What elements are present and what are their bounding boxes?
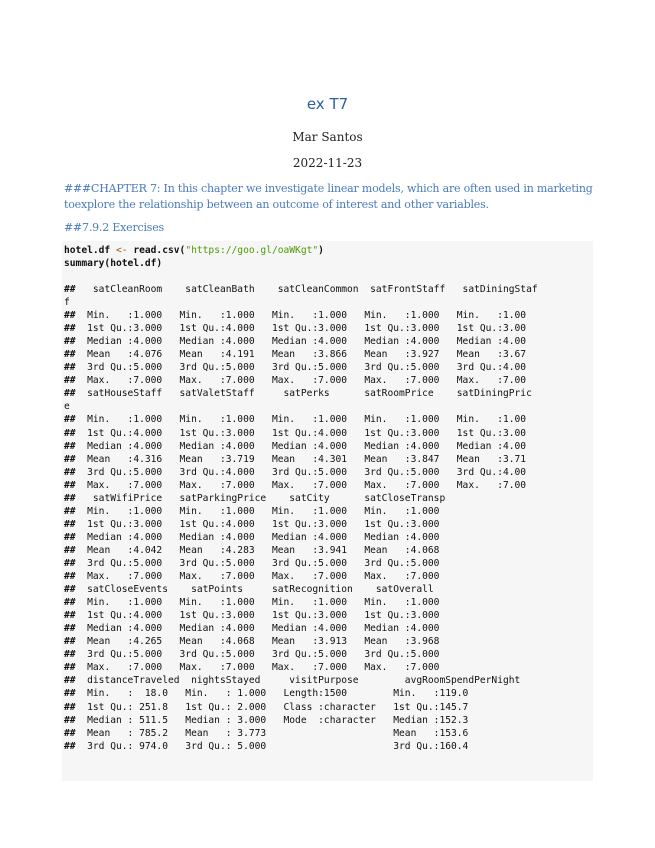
output-prefix: ## <box>64 453 76 465</box>
output-line <box>64 374 592 387</box>
output-prefix: ## <box>64 362 76 374</box>
output-prefix: ## <box>64 466 76 478</box>
output-line <box>64 583 592 596</box>
output-line <box>64 309 592 322</box>
output-prefix: ## <box>64 727 76 739</box>
output-prefix: ## <box>64 714 76 726</box>
output-line <box>64 440 592 453</box>
output-prefix: ## <box>64 479 76 491</box>
output-line <box>64 466 592 479</box>
output-prefix: ## <box>64 557 76 569</box>
output-text: Median : 511.5 Median : 3.000 Mode :character Median :152.3 <box>75 714 469 726</box>
output-line <box>64 596 592 609</box>
output-prefix: ## <box>64 414 76 426</box>
output-prefix: ## <box>64 571 76 583</box>
output-text: Max. :7.000 Max. :7.000 Max. :7.000 Max. :7.000 <box>75 571 440 583</box>
output-line <box>64 609 592 622</box>
output-text: 1st Qu.: 251.8 1st Qu.: 2.000 Class :character 1st Qu.:145.7 <box>75 701 469 713</box>
output-text: satCleanRoom satCleanBath satCleanCommon satFrontStaff satDiningStaf <box>75 284 538 295</box>
output-text: 3rd Qu.:5.000 3rd Qu.:5.000 3rd Qu.:5.000 3rd Qu.:5.000 <box>75 649 440 661</box>
chapter-paragraph: ###CHAPTER 7: In this chapter we investigate linear models, which are often used in marketing toexplore the relationship between an outcome of interest and other variables. <box>64 182 593 211</box>
output-text: Median :4.000 Median :4.000 Median :4.000 Median :4.000 Median :4.00 <box>75 336 527 348</box>
output-prefix: ## <box>64 505 76 517</box>
output-prefix: ## <box>64 675 76 687</box>
output-text: Max. :7.000 Max. :7.000 Max. :7.000 Max. :7.000 <box>75 662 440 674</box>
output-line <box>64 531 592 544</box>
summary-output <box>64 283 592 753</box>
output-text: distanceTraveled nightsStayed visitPurpose avgRoomSpendPerNight <box>75 675 521 687</box>
output-line <box>64 322 592 335</box>
output-prefix: ## <box>64 336 76 348</box>
output-line <box>64 727 592 740</box>
output-text: Min. :1.000 Min. :1.000 Min. :1.000 Min. :1.000 <box>75 505 440 517</box>
output-line <box>64 361 592 374</box>
output-line <box>64 348 592 361</box>
output-text: Mean :4.265 Mean :4.068 Mean :3.913 Mean :3.968 <box>75 636 440 648</box>
exercises-heading: ##7.9.2 Exercises <box>64 221 164 234</box>
output-text: Min. :1.000 Min. :1.000 Min. :1.000 Min. :1.000 <box>75 597 440 609</box>
output-prefix: ## <box>64 740 76 752</box>
output-line <box>64 283 592 296</box>
output-line <box>64 687 592 700</box>
output-text: 3rd Qu.:5.000 3rd Qu.:5.000 3rd Qu.:5.000 3rd Qu.:5.000 <box>75 557 440 569</box>
code-url-string: "https://goo.gl/oaWKgt" <box>185 245 319 256</box>
output-line <box>64 453 592 466</box>
output-line <box>64 714 592 727</box>
output-prefix: ## <box>64 649 76 661</box>
output-line <box>64 335 592 348</box>
output-prefix: ## <box>64 518 76 530</box>
code-variable: hotel.df <box>64 245 111 256</box>
output-line <box>64 492 592 505</box>
output-prefix: ## <box>64 544 76 556</box>
output-text: 1st Qu.:4.000 1st Qu.:3.000 1st Qu.:3.000 1st Qu.:3.000 <box>75 610 440 622</box>
document-date: 2022-11-23 <box>292 156 363 170</box>
output-prefix: ## <box>64 597 76 609</box>
output-text: Mean :4.316 Mean :3.719 Mean :4.301 Mean :3.847 Mean :3.71 <box>75 453 527 465</box>
output-text: 1st Qu.:4.000 1st Qu.:3.000 1st Qu.:4.000 1st Qu.:3.000 1st Qu.:3.00 <box>75 427 527 439</box>
output-text: Max. :7.000 Max. :7.000 Max. :7.000 Max. :7.000 Max. :7.00 <box>75 375 527 387</box>
output-text: satWifiPrice satParkingPrice satCity satCloseTransp <box>75 492 446 504</box>
output-text: Max. :7.000 Max. :7.000 Max. :7.000 Max. :7.000 Max. :7.00 <box>75 479 527 491</box>
output-line: e <box>64 401 70 413</box>
output-line <box>64 505 592 518</box>
output-prefix: ## <box>64 375 76 387</box>
output-text: Median :4.000 Median :4.000 Median :4.000 Median :4.000 <box>75 623 440 635</box>
output-prefix: ## <box>64 492 76 504</box>
output-prefix: ## <box>64 662 76 674</box>
output-text: Min. : 18.0 Min. : 1.000 Length:1500 Min. :119.0 <box>75 688 469 700</box>
output-text: Median :4.000 Median :4.000 Median :4.000 Median :4.000 <box>75 531 440 543</box>
output-text: satHouseStaff satValetStaff satPerks satRoomPrice satDiningPric <box>75 388 532 400</box>
output-line <box>64 557 592 570</box>
output-line: f <box>64 297 70 309</box>
output-text: 3rd Qu.:5.000 3rd Qu.:5.000 3rd Qu.:5.000 3rd Qu.:5.000 3rd Qu.:4.00 <box>75 362 527 374</box>
output-text: Mean :4.042 Mean :4.283 Mean :3.941 Mean :4.068 <box>75 544 440 556</box>
output-prefix: ## <box>64 701 76 713</box>
output-prefix: ## <box>64 284 76 295</box>
output-prefix: ## <box>64 440 76 452</box>
output-line <box>64 635 592 648</box>
output-line <box>64 622 592 635</box>
output-text: Mean : 785.2 Mean : 3.773 Mean :153.6 <box>75 727 469 739</box>
output-text: Mean :4.076 Mean :4.191 Mean :3.866 Mean :3.927 Mean :3.67 <box>75 349 527 361</box>
output-text: 3rd Qu.: 974.0 3rd Qu.: 5.000 3rd Qu.:160.4 <box>75 740 469 752</box>
output-line <box>64 570 592 583</box>
output-text: Median :4.000 Median :4.000 Median :4.000 Median :4.000 Median :4.00 <box>75 440 527 452</box>
output-line <box>64 701 592 714</box>
output-prefix: ## <box>64 349 76 361</box>
output-line <box>64 674 592 687</box>
output-prefix: ## <box>64 388 76 400</box>
output-text: Min. :1.000 Min. :1.000 Min. :1.000 Min. :1.000 Min. :1.00 <box>75 310 527 322</box>
code-input <box>64 244 592 270</box>
output-line <box>64 661 592 674</box>
code-assign-operator: <- <box>110 245 134 256</box>
output-prefix: ## <box>64 427 76 439</box>
output-prefix: ## <box>64 584 76 596</box>
output-prefix: ## <box>64 531 76 543</box>
output-prefix: ## <box>64 310 76 322</box>
output-line <box>64 387 592 400</box>
code-function: read.csv( <box>133 245 186 256</box>
output-text: satCloseEvents satPoints satRecognition satOverall <box>75 584 434 596</box>
output-prefix: ## <box>64 323 76 335</box>
document-author: Mar Santos <box>292 130 363 144</box>
output-prefix: ## <box>64 636 76 648</box>
output-text: 3rd Qu.:5.000 3rd Qu.:4.000 3rd Qu.:5.000 3rd Qu.:5.000 3rd Qu.:4.00 <box>75 466 527 478</box>
output-line <box>64 518 592 531</box>
output-line <box>64 413 592 426</box>
output-text: 1st Qu.:3.000 1st Qu.:4.000 1st Qu.:3.000 1st Qu.:3.000 <box>75 518 440 530</box>
code-summary-call: summary(hotel.df) <box>64 258 163 270</box>
output-line <box>64 427 592 440</box>
output-prefix: ## <box>64 688 76 700</box>
output-line <box>64 544 592 557</box>
document-title: ex T7 <box>306 95 349 113</box>
output-line <box>64 479 592 492</box>
output-prefix: ## <box>64 610 76 622</box>
output-prefix: ## <box>64 623 76 635</box>
output-line <box>64 648 592 661</box>
output-text: 1st Qu.:3.000 1st Qu.:4.000 1st Qu.:3.000 1st Qu.:3.000 1st Qu.:3.00 <box>75 323 527 335</box>
output-line <box>64 740 592 753</box>
output-text: Min. :1.000 Min. :1.000 Min. :1.000 Min. :1.000 Min. :1.00 <box>75 414 527 426</box>
code-paren: ) <box>318 245 324 256</box>
